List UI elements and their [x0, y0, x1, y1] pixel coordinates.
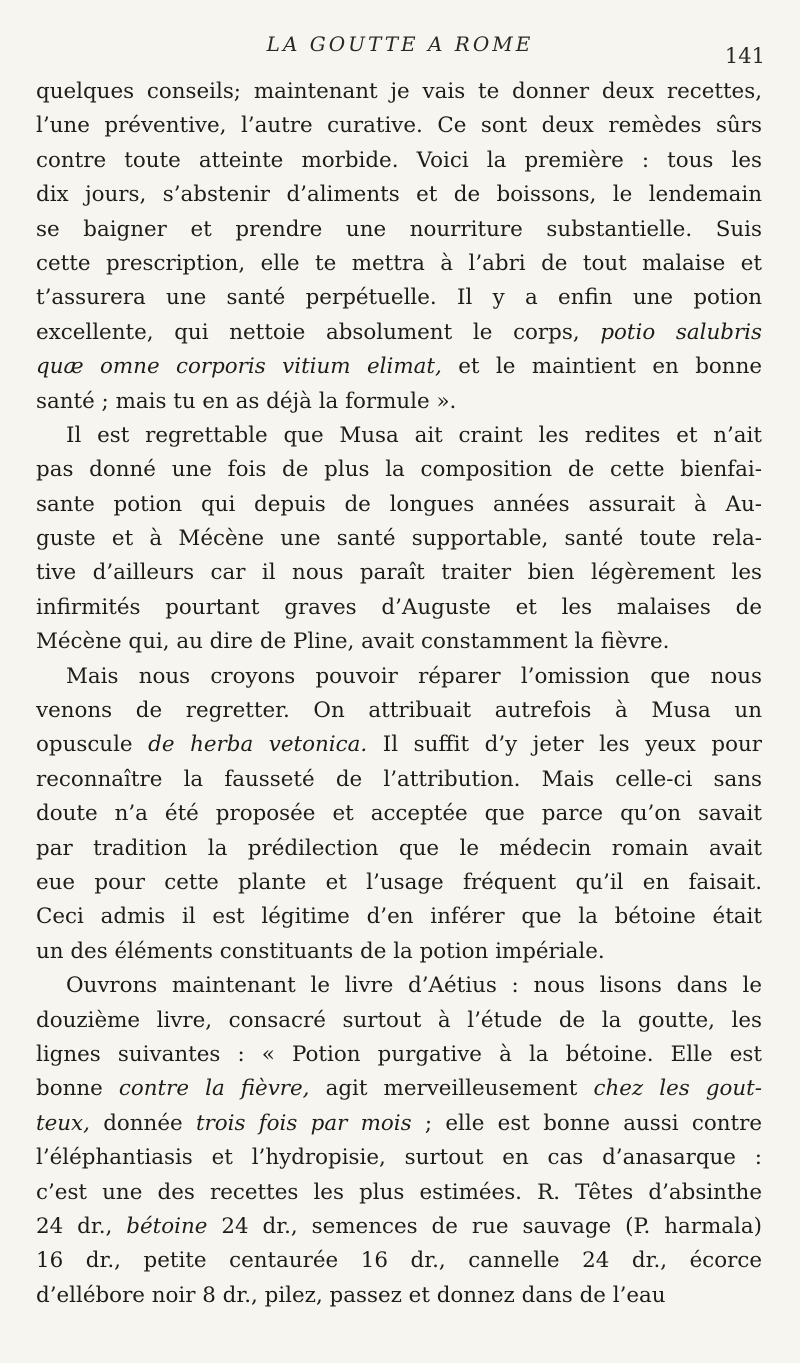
text-line: [36, 522, 762, 556]
text-line: [36, 660, 762, 694]
text-run: t’assurera une santé perpétuelle. Il y a enfin une potion: [36, 285, 762, 311]
italic-run: bétoine: [126, 1213, 208, 1239]
text-run: par tradition la prédilection que le médecin romain avait: [36, 835, 762, 861]
paragraph: [36, 969, 762, 1313]
italic-run: contre la fièvre,: [118, 1076, 310, 1102]
page-number: 141: [724, 44, 765, 68]
text-run: 24 dr.,: [36, 1213, 127, 1239]
italic-run: trois fois par mois: [195, 1110, 412, 1136]
text-run: Mais nous croyons pouvoir réparer l’omission que nous: [66, 663, 762, 689]
text-run: santé ; mais tu en as déjà la formule ».: [36, 388, 457, 414]
text-run: opuscule: [36, 732, 149, 758]
page-header: [0, 26, 800, 66]
text-line: [36, 144, 762, 178]
text-run: Il suffit d’y jeter les yeux pour: [367, 732, 762, 758]
text-run: reconnaître la fausseté de l’attribution. Mais celle-ci sans: [36, 766, 762, 792]
text-line: [36, 1072, 762, 1106]
text-run: l’une préventive, l’autre curative. Ce sont deux remèdes sûrs: [36, 113, 762, 139]
text-run: Mécène qui, au dire de Pline, avait constamment la fièvre.: [36, 629, 670, 655]
text-line: [36, 969, 762, 1003]
text-line: [36, 1107, 762, 1141]
text-run: dix jours, s’abstenir d’aliments et de boissons, le lendemain: [36, 182, 762, 208]
text-run: doute n’a été proposée et acceptée que parce qu’on savait: [36, 801, 762, 827]
text-run: tive d’ailleurs car il nous paraît traiter bien légèrement les: [36, 560, 762, 586]
text-run: lignes suivantes : « Potion purgative à la bétoine. Elle est: [36, 1041, 762, 1067]
body-text: [36, 75, 762, 1313]
text-run: venons de regretter. On attribuait autrefois à Musa un: [36, 698, 762, 724]
text-run: guste et à Mécène une santé supportable, santé toute rela-: [36, 526, 762, 552]
text-run: Il est regrettable que Musa ait craint les redites et n’ait: [66, 422, 762, 448]
text-run: bonne: [36, 1076, 119, 1102]
text-run: eue pour cette plante et l’usage fréquent qu’il en faisait.: [36, 869, 762, 895]
text-line: [36, 1004, 762, 1038]
italic-run: quæ omne corporis vitium elimat,: [36, 354, 442, 380]
text-line: [36, 625, 762, 659]
text-run: Ceci admis il est légitime d’en inférer que la bétoine était: [36, 904, 762, 930]
text-line: [36, 1038, 762, 1072]
text-run: douzième livre, consacré surtout à l’étude de la goutte, les: [36, 1007, 762, 1033]
text-line: [36, 350, 762, 384]
text-line: [36, 453, 762, 487]
text-line: [36, 935, 762, 969]
paragraph: [36, 660, 762, 970]
text-line: [36, 900, 762, 934]
text-run: ; elle est bonne aussi contre: [411, 1110, 762, 1136]
text-run: donnée: [89, 1110, 196, 1136]
text-line: [36, 832, 762, 866]
italic-run: teux,: [36, 1110, 90, 1136]
text-line: [36, 1176, 762, 1210]
text-run: Ouvrons maintenant le livre d’Aétius : nous lisons dans le: [66, 973, 762, 999]
text-run: c’est une des recettes les plus estimées. R. Têtes d’absinthe: [36, 1179, 762, 1205]
text-line: [36, 281, 762, 315]
text-line: [36, 247, 762, 281]
text-line: [36, 728, 762, 762]
text-run: quelques conseils; maintenant je vais te donner deux recettes,: [36, 79, 762, 104]
text-run: d’ellébore noir 8 dr., pilez, passez et donnez dans de l’eau: [36, 1282, 666, 1308]
text-run: contre toute atteinte morbide. Voici la première : tous les: [36, 147, 762, 173]
text-line: [36, 178, 762, 212]
italic-run: potio salubris: [600, 319, 762, 345]
paragraph: [36, 75, 762, 419]
text-run: 16 dr., petite centaurée 16 dr., cannelle 24 dr., écorce: [36, 1248, 762, 1274]
text-line: [36, 591, 762, 625]
paragraph: [36, 419, 762, 660]
text-run: l’éléphantiasis et l’hydropisie, surtout en cas d’anasarque :: [36, 1145, 762, 1171]
italic-run: de herba vetonica.: [148, 732, 368, 758]
text-line: [36, 419, 762, 453]
text-line: [36, 556, 762, 590]
text-line: [36, 385, 762, 419]
text-run: agit merveilleusement: [309, 1076, 594, 1102]
text-line: [36, 763, 762, 797]
text-run: 24 dr., semences de rue sauvage (P. harmala): [207, 1213, 762, 1239]
text-line: [36, 1244, 762, 1278]
text-line: [36, 316, 762, 350]
italic-run: chez les gout-: [593, 1076, 762, 1102]
text-run: se baigner et prendre une nourriture substantielle. Suis: [36, 216, 762, 242]
text-line: [36, 75, 762, 109]
text-line: [36, 213, 762, 247]
running-title: LA GOUTTE A ROME: [266, 32, 534, 56]
text-line: [36, 694, 762, 728]
text-run: pas donné une fois de plus la composition de cette bienfai-: [36, 457, 762, 483]
text-run: et le maintient en bonne: [441, 354, 763, 380]
text-line: [36, 488, 762, 522]
text-run: infirmités pourtant graves d’Auguste et les malaises de: [36, 594, 762, 620]
text-line: [36, 797, 762, 831]
text-run: excellente, qui nettoie absolument le corps,: [36, 319, 601, 345]
text-line: [36, 866, 762, 900]
text-run: sante potion qui depuis de longues années assurait à Au-: [36, 491, 762, 517]
text-run: un des éléments constituants de la potion impériale.: [36, 938, 605, 964]
text-run: cette prescription, elle te mettra à l’abri de tout malaise et: [36, 250, 762, 276]
text-line: [36, 1210, 762, 1244]
text-line: [36, 1141, 762, 1175]
text-line: [36, 109, 762, 143]
text-line: [36, 1279, 762, 1313]
